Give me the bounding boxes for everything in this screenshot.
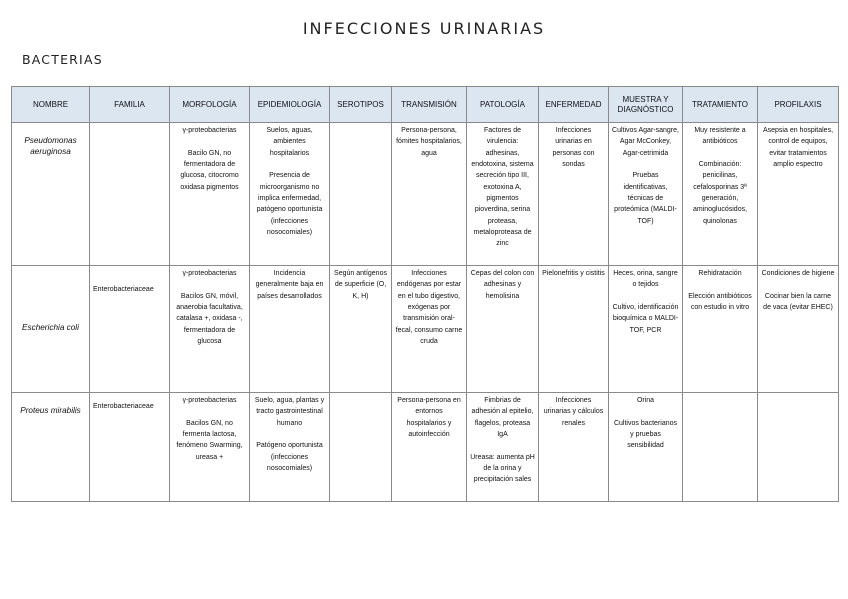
cell-tratamiento <box>683 123 758 266</box>
cell-nombre <box>12 266 90 393</box>
cell-text: Suelos, aguas, ambientes hospitalarios Presencia de microorganismo no implica enfermedad, patógeno oportunista (infecciones nosocomiales) <box>256 127 323 236</box>
cell-text: Según antígenos de superficie (O, K, H) <box>334 270 387 300</box>
header-serotipos: SEROTIPOS <box>330 87 392 123</box>
cell-text: Factores de virulencia: adhesinas, endotoxina, sistema secreción tipo III, exotoxina A, pigmentos pioverdina, serina proteasa, metaloproteasa de zinc <box>471 127 534 248</box>
cell-text: Pielonefritis y cistitis <box>542 270 605 277</box>
cell-diagnostico <box>609 266 683 393</box>
header-diagnostico: MUESTRA Y DIAGNÓSTICO <box>609 87 683 123</box>
cell-familia <box>90 393 170 502</box>
cell-text: Condiciones de higiene Cocinar bien la carne de vaca (evitar EHEC) <box>761 270 835 311</box>
cell-text: Suelo, agua, plantas y tracto gastrointestinal humano Patógeno oportunista (infecciones nosocomiales) <box>254 397 325 472</box>
page-title: INFECCIONES URINARIAS <box>302 19 546 38</box>
table-row <box>12 393 839 502</box>
cell-patologia <box>467 123 539 266</box>
header-enfermedad: ENFERMEDAD <box>539 87 609 123</box>
header-patologia: PATOLOGÍA <box>467 87 539 123</box>
header-familia: FAMILIA <box>90 87 170 123</box>
cell-diagnostico <box>609 123 683 266</box>
cell-text: Proteus mirabilis <box>20 406 81 415</box>
cell-text: Persona-persona en entornos hospitalarios y autoinfección <box>397 397 461 438</box>
cell-text: γ-proteobacterias Bacilo GN, no fermentadora de glucosa, citocromo oxidasa pigmentos <box>180 127 239 191</box>
cell-text: Orina Cultivos bacterianos y pruebas sensibilidad <box>613 397 678 450</box>
cell-epidemiologia <box>250 266 330 393</box>
cell-tratamiento <box>683 266 758 393</box>
cell-enfermedad <box>539 266 609 393</box>
cell-enfermedad <box>539 123 609 266</box>
cell-serotipos <box>330 266 392 393</box>
cell-patologia <box>467 266 539 393</box>
cell-serotipos <box>330 123 392 266</box>
cell-text: Escherichia coli <box>22 323 79 333</box>
cell-nombre <box>12 123 90 266</box>
cell-text: γ-proteobacterias Bacilos GN, no fermenta lactosa, fenómeno Swarming, ureasa + <box>176 397 243 461</box>
table-header-row <box>12 87 839 123</box>
cell-text: Fimbrias de adhesión al epitelio, flagelos, proteasa IgA Ureasa: aumenta pH de la orina y precipitación sales <box>470 397 535 484</box>
cell-profilaxis <box>758 123 839 266</box>
cell-text: Heces, orina, sangre o tejidos Cultivo, identificación bioquímica o MALDI-TOF, PCR <box>612 270 679 334</box>
header-nombre: NOMBRE <box>12 87 90 123</box>
cell-text: Muy resistente a antibióticos Combinación: penicilinas, cefalosporinas 3ª generación, aminoglucósidos, quinolonas <box>692 127 748 225</box>
cell-text: Pseudomonas aeruginosa <box>24 136 77 157</box>
cell-profilaxis <box>758 266 839 393</box>
cell-profilaxis <box>758 393 839 502</box>
cell-tratamiento <box>683 393 758 502</box>
cell-transmision <box>392 393 467 502</box>
cell-transmision <box>392 266 467 393</box>
cell-morfologia <box>170 123 250 266</box>
cell-text: Infecciones urinarias y cálculos renales <box>543 397 604 427</box>
header-transmision: TRANSMISIÓN <box>392 87 467 123</box>
cell-text: Asepsia en hospitales, control de equipos, evitar tratamientos amplio espectro <box>762 127 834 168</box>
cell-text: Cultivos Agar-sangre, Agar McConkey, Agar-cetrimida Pruebas identificativas, técnicas de proteómica (MALDI-TOF) <box>612 127 679 225</box>
cell-epidemiologia <box>250 393 330 502</box>
cell-familia <box>90 266 170 393</box>
header-morfologia: MORFOLOGÍA <box>170 87 250 123</box>
cell-text: Infecciones urinarias en personas con sondas <box>552 127 595 168</box>
table-row <box>12 266 839 393</box>
cell-diagnostico <box>609 393 683 502</box>
section-title: BACTERIAS <box>22 52 103 67</box>
cell-text: Cepas del colon con adhesinas y hemolisina <box>470 270 535 300</box>
cell-transmision <box>392 123 467 266</box>
cell-morfologia <box>170 393 250 502</box>
cell-text: Enterobacteriaceae <box>93 286 154 293</box>
cell-text: Persona-persona, fómites hospitalarios, agua <box>396 127 462 157</box>
header-tratamiento: TRATAMIENTO <box>683 87 758 123</box>
cell-familia <box>90 123 170 266</box>
cell-text: γ-proteobacterias Bacilos GN, móvil, anaerobia facultativa, catalasa +, oxidasa -, fermentadora de glucosa <box>176 270 243 345</box>
table-row <box>12 123 839 266</box>
cell-text: Enterobacteriaceae <box>93 403 154 410</box>
cell-text: Rehidratación Elección antibióticos con estudio in vitro <box>688 270 752 311</box>
cell-text: Incidencia generalmente baja en países desarrollados <box>255 270 324 300</box>
header-epidemiologia: EPIDEMIOLOGÍA <box>250 87 330 123</box>
cell-serotipos <box>330 393 392 502</box>
cell-enfermedad <box>539 393 609 502</box>
cell-text: Infecciones endógenas por estar en el tubo digestivo, exógenas por transmisión oral-fecal, consumo carne cruda <box>395 270 463 345</box>
cell-patologia <box>467 393 539 502</box>
infections-table <box>11 86 839 502</box>
header-profilaxis: PROFILAXIS <box>758 87 839 123</box>
cell-nombre <box>12 393 90 502</box>
cell-epidemiologia <box>250 123 330 266</box>
cell-morfologia <box>170 266 250 393</box>
